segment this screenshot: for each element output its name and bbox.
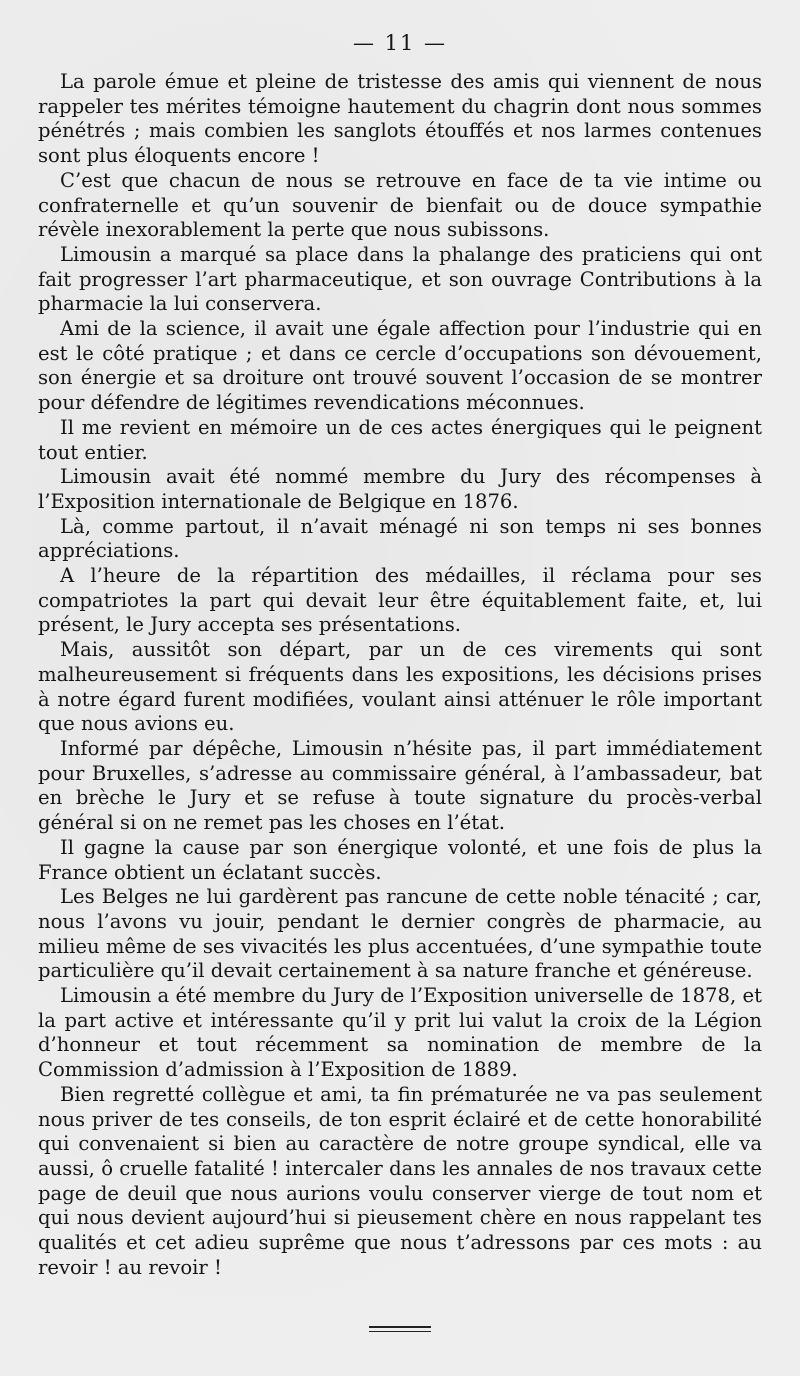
paragraph: Bien regretté collègue et ami, ta fin prématurée ne va pas seulement nous priver de tes conseils, de ton esprit éclairé et de cette honorabilité qui convenaient si bien au caractère de notre groupe syndical, elle va aussi, ô cruelle fatalité ! intercaler dans les annales de nos travaux cette page de deuil que nous aurions voulu conserver vierge de tout nom et qui nous devient aujourd’hui si pieusement chère en nous rappelant tes qualités et cet adieu suprême que nous t’adressons par ces mots : au revoir ! au revoir ! xyxy=(38,1082,762,1279)
end-rule-wrapper xyxy=(38,1326,762,1332)
paragraph: Limousin avait été nommé membre du Jury des récompenses à l’Exposition internationale de Belgique en 1876. xyxy=(38,465,762,513)
paragraph: Informé par dépêche, Limousin n’hésite pas, il part immédiatement pour Bruxelles, s’adresse au commissaire général, à l’ambassadeur, bat en brèche le Jury et se refuse à toute signature du procès-verbal général si on ne remet pas les choses en l’état. xyxy=(38,736,762,835)
paragraph: C’est que chacun de nous se retrouve en face de ta vie intime ou confraternelle et qu’un souvenir de bienfait ou de douce sympathie révèle inexorablement la perte que nous subissons. xyxy=(38,168,762,242)
paragraph: A l’heure de la répartition des médailles, il réclama pour ses compatriotes la part qui devait leur être équitablement faite, et, lui présent, le Jury accepta ses présentations. xyxy=(38,564,762,637)
paragraph: Il gagne la cause par son énergique volonté, et une fois de plus la France obtient un éclatant succès. xyxy=(38,835,762,884)
end-ornament-rule xyxy=(369,1326,431,1332)
paragraph: Ami de la science, il avait une égale affection pour l’industrie qui en est le côté pratique ; et dans ce cercle d’occupations son dévouement, son énergie et sa droiture ont trouvé souvent l’occasion de se montrer pour défendre de légitimes revendications méconnues. xyxy=(38,317,762,415)
paragraph: Limousin a été membre du Jury de l’Exposition universelle de 1878, et la part active et intéressante qu’il y prit lui valut la croix de la Légion d’honneur et tout récemment sa nomination de membre de la Commission d’admission à l’Exposition de 1889. xyxy=(38,984,762,1082)
paragraph: Limousin a marqué sa place dans la phalange des praticiens qui ont fait progresser l’art pharmaceutique, et son ouvrage Contributions à la pharmacie la lui conservera. xyxy=(38,242,762,316)
page-number: — 11 — xyxy=(352,31,448,55)
body-text xyxy=(38,70,762,1280)
paragraph: Les Belges ne lui gardèrent pas rancune de cette noble ténacité ; car, nous l’avons vu jouir, pendant le dernier congrès de pharmacie, au milieu même de ses vivacités les plus accentuées, d’une sympathie toute particulière qu’il devait certainement à sa nature franche et généreuse. xyxy=(38,885,762,983)
paragraph: Il me revient en mémoire un de ces actes énergiques qui le peignent tout entier. xyxy=(38,415,762,464)
paragraph: Là, comme partout, il n’avait ménagé ni son temps ni ses bonnes appréciations. xyxy=(38,514,762,563)
paragraph: Mais, aussitôt son départ, par un de ces virements qui sont malheureusement si fréquents dans les expositions, les décisions prises à notre égard furent modifiées, voulant ainsi atténuer le rôle important que nous avions eu. xyxy=(38,638,762,736)
paragraph: La parole émue et pleine de tristesse des amis qui viennent de nous rappeler tes mérites témoigne hautement du chagrin dont nous sommes pénétrés ; mais combien les sanglots étouffés et nos larmes contenues sont plus éloquents encore ! xyxy=(38,70,762,168)
